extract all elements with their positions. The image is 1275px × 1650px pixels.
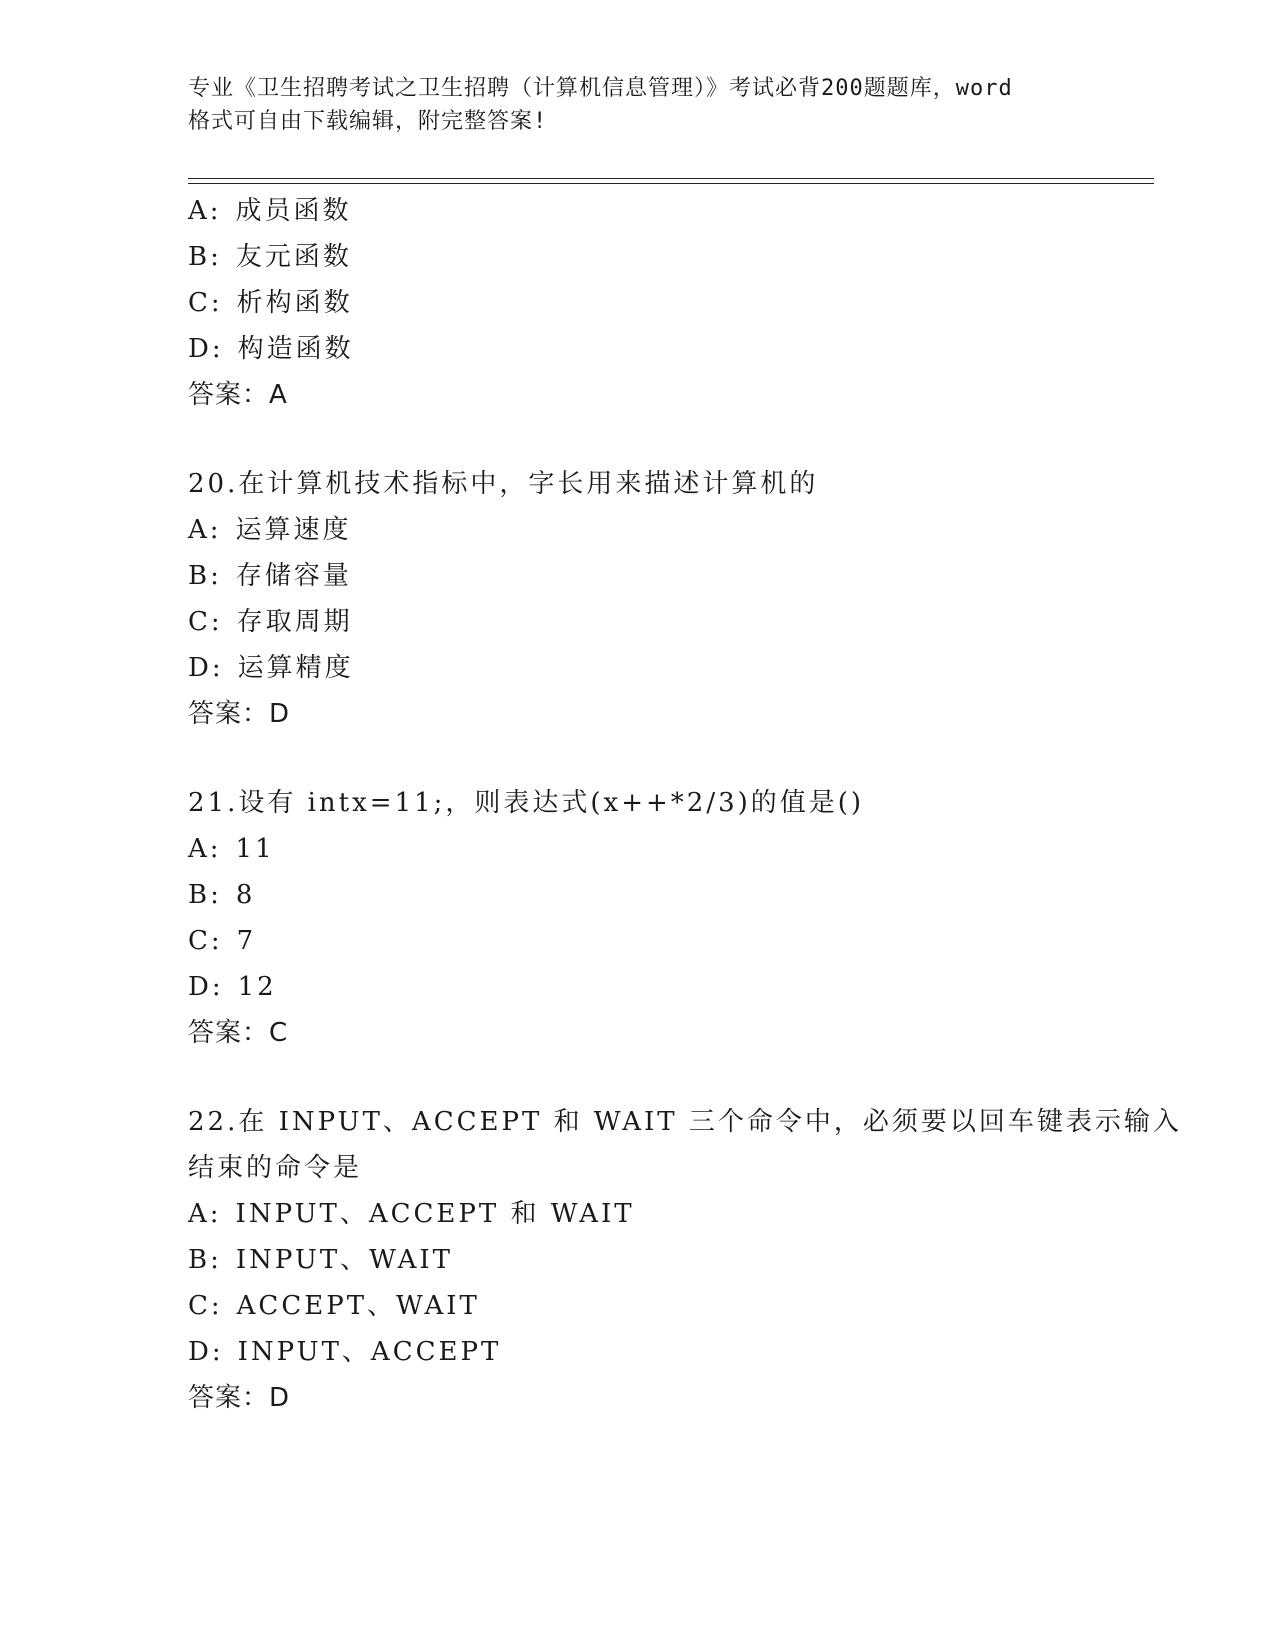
option-a: A: 成员函数 <box>188 196 352 226</box>
option-d: D: 构造函数 <box>188 334 354 364</box>
option-a: A: INPUT、ACCEPT 和 WAIT <box>188 1199 635 1229</box>
header-line-1: 专业《卫生招聘考试之卫生招聘（计算机信息管理）》考试必背200题题库，word <box>188 76 1013 101</box>
option-d: D: 运算精度 <box>188 653 354 683</box>
header-divider-bottom <box>188 183 1154 184</box>
option-a: A: 运算速度 <box>188 515 352 545</box>
option-c: C: 7 <box>188 926 257 956</box>
question-block-20 <box>188 461 1088 737</box>
header-line-2: 格式可自由下载编辑，附完整答案! <box>188 109 548 134</box>
question-block-19 <box>188 188 1088 418</box>
option-c: C: ACCEPT、WAIT <box>188 1291 480 1321</box>
question-block-21 <box>188 780 1088 1056</box>
header-divider-top <box>188 178 1154 179</box>
answer-line: 答案：D <box>188 699 291 729</box>
document-header <box>188 72 1088 138</box>
answer-line: 答案：A <box>188 380 288 410</box>
option-b: B: INPUT、WAIT <box>188 1245 454 1275</box>
answer-line: 答案：D <box>188 1383 291 1413</box>
option-d: D: INPUT、ACCEPT <box>188 1337 502 1367</box>
option-b: B: 8 <box>188 880 256 910</box>
question-stem: 20.在计算机技术指标中，字长用来描述计算机的 <box>188 469 819 499</box>
option-d: D: 12 <box>188 972 277 1002</box>
question-block-22 <box>188 1099 1182 1421</box>
question-stem-line-1: 22.在 INPUT、ACCEPT 和 WAIT 三个命令中，必须要以回车键表示输入 <box>188 1107 1182 1137</box>
question-list <box>188 188 1182 1421</box>
option-b: B: 友元函数 <box>188 242 352 272</box>
question-stem-line-2: 结束的命令是 <box>188 1153 363 1183</box>
option-b: B: 存储容量 <box>188 561 352 591</box>
option-c: C: 析构函数 <box>188 288 353 318</box>
option-c: C: 存取周期 <box>188 607 353 637</box>
answer-line: 答案：C <box>188 1018 289 1048</box>
question-stem: 21.设有 intx=11;，则表达式(x++*2/3)的值是() <box>188 788 865 818</box>
option-a: A: 11 <box>188 834 275 864</box>
